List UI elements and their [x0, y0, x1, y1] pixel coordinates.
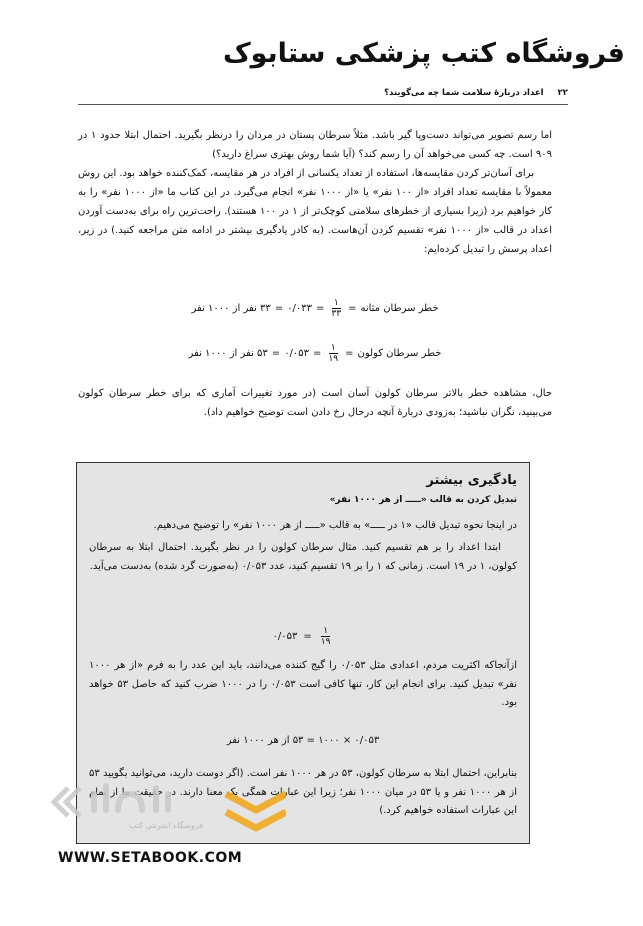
- box-fraction-value: ۰/۰۵۳: [272, 630, 298, 642]
- paragraph-2: برای آسان‌تر کردن مقایسه‌ها، استفاده از تعداد یکسانی از افراد در هر مقایسه، کمک‌کننده خواهد بود. این روش معمولاً با مقایسه تعداد افراد «از ۱۰۰ نفر» یا «از ۱۰۰۰ نفر» انجام می‌گیرد. در این کتاب ما «از ۱۰۰۰ نفر» را به کار خواهیم برد (زیرا بسیاری از خطرهای سلامتی کوچک‌تر از ۱ در ۱۰۰ هستند). راحت‌ترین راه برای به‌دست آوردن اعداد در قالب «از ۱۰۰۰ نفر» تقسیم کردن آن‌هاست. (به کادر یادگیری بیشتر در ادامه متن مراجعه کنید.) در زیر، اعداد پرسش را تبدیل کرده‌ایم:: [78, 168, 553, 255]
- box-fraction-equation: $\frac{۱}{۱۹}$ = ۰/۰۵۳: [272, 625, 331, 647]
- box-paragraph-3: ازآنجاکه اکثریت مردم، اعدادی مثل ۰/۰۵۳ را گیج کننده می‌دانند، باید این عدد را به فرم «از هر ۱۰۰۰ نفر» تبدیل کنید. برای انجام این کار، تنها کافی است ۰/۰۵۳ را در ۱۰۰۰ ضرب کنید که حاصل ۵۳ خواهد بود.: [89, 660, 518, 708]
- chapter-title: اعداد دربارۀ سلامت شما چه می‌گویند؟: [384, 88, 544, 98]
- eq2-decimal: ۰/۰۵۳: [284, 347, 310, 359]
- logo-lettering: [94, 786, 168, 810]
- eq1-result: ۳۳ نفر از ۱۰۰۰ نفر: [191, 302, 271, 314]
- running-head: [78, 88, 568, 102]
- equation-colon: خطر سرطان کولون = $\frac{۱}{۱۹}$ = ۰/۰۵۳ = ۵۳ نفر از ۱۰۰۰ نفر: [188, 342, 442, 364]
- eq1-decimal: ۰/۰۳۳: [287, 302, 313, 314]
- box-paragraph-2: ابتدا اعداد را بر هم تقسیم کنید. مثال سرطان کولون را در نظر بگیرید. احتمال ابتلا به سرطان کولون، ۱ در ۱۹ است. زمانی که ۱ را بر ۱۹ تقسیم کنید، عدد ۰/۰۵۳ (به‌صورت گرد شده) به‌دست می‌آید.: [89, 542, 517, 572]
- book-icon: [226, 794, 286, 828]
- box-fraction: $\frac{۱}{۱۹}$: [320, 625, 331, 647]
- eq2-fraction: $\frac{۱}{۱۹}$: [328, 342, 339, 364]
- box-paragraph-1: در اینجا نحوه تبدیل قالب «۱ در ـــــ» به قالب «ـــــ از هر ۱۰۰۰ نفر» را توضیح می‌دهیم.: [153, 520, 517, 531]
- page-number: ۲۲: [557, 88, 568, 98]
- brand-title: فروشگاه کتب پزشکی ستابوک: [222, 38, 625, 69]
- box-multiply-equation: ۰/۰۵۳ × ۱۰۰۰ = ۵۳ از هر ۱۰۰۰ نفر: [226, 735, 380, 746]
- eq1-fraction: $\frac{۱}{۳۳}$: [331, 297, 342, 319]
- box-paragraph-4: بنابراین، احتمال ابتلا به سرطان کولون، ۵۳ در هر ۱۰۰۰ نفر است. (اگر دوست دارید، می‌توانید بگویید ۵۳ از هر ۱۰۰۰ نفر و یا ۵۳ در میان ۱۰۰۰ نفر؛ زیرا این عبارات همگی یک معنا دارند. در حقیقت ما از تمام این عبارات استفاده خواهیم کرد.): [89, 768, 518, 816]
- eq1-label: خطر سرطان مثانه: [360, 302, 439, 314]
- setabook-watermark-logo: [46, 780, 286, 850]
- header-rule: [78, 104, 568, 105]
- paragraph-1: اما رسم تصویر می‌تواند دست‌وپا گیر باشد. مثلاً سرطان پستان در مردان را درنظر بگیرید. احتمال ابتلا حدود ۱ در ۹۰۹ است. چه کسی می‌خواهد آن را رسم کند؟ (آیا شما روش بهتری سراغ دارید؟): [78, 130, 552, 160]
- watermark-tagline: فروشگاه اینترنتی کتب: [128, 821, 204, 830]
- chevrons-icon: [54, 788, 80, 816]
- box-subtitle: تبدیل کردن به قالب «ـــــ از هر ۱۰۰۰ نفر»: [329, 495, 517, 505]
- website-url: WWW.SETABOOK.COM: [58, 850, 243, 866]
- eq2-label: خطر سرطان کولون: [357, 347, 442, 359]
- equation-bladder: خطر سرطان مثانه = $\frac{۱}{۳۳}$ = ۰/۰۳۳ = ۳۳ نفر از ۱۰۰۰ نفر: [191, 297, 439, 319]
- paragraph-3: حال، مشاهده خطر بالاتر سرطان کولون آسان است (در مورد تغییرات آماری که برای خطر سرطان کولون می‌بینید، نگران نباشید؛ به‌زودی دربارۀ آنچه درحال رخ دادن است توضیح خواهیم داد).: [78, 388, 552, 418]
- box-title: یادگیری بیشتر: [426, 473, 517, 488]
- eq2-result: ۵۳ نفر از ۱۰۰۰ نفر: [188, 347, 268, 359]
